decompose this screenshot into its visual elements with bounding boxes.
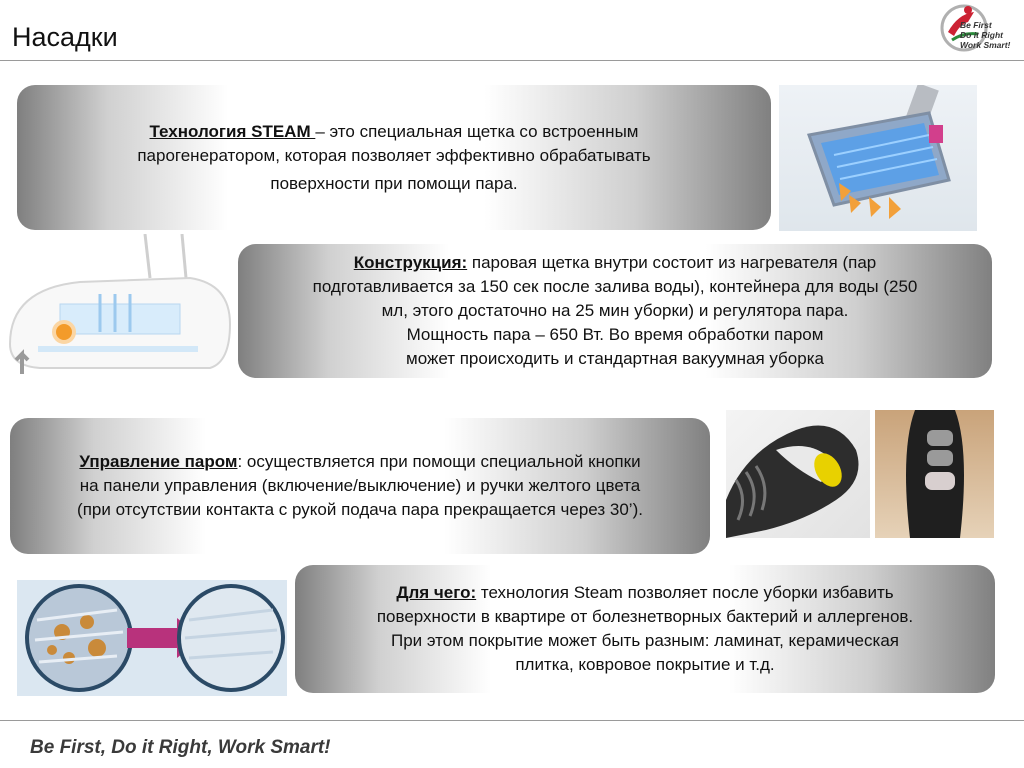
header-divider	[0, 60, 1024, 61]
construction-text-3: мл, этого достаточно на 25 мин уборки) и регулятора пара.	[381, 301, 849, 320]
purpose-text-4: плитка, ковровое покрытие и т.д.	[515, 655, 775, 674]
footer-slogan: Be First, Do it Right, Work Smart!	[30, 737, 331, 758]
construction-text-4: Мощность пара – 650 Вт. Во время обработки паром	[406, 325, 824, 344]
control-text-2: на панели управления (включение/выключение) и ручки желтого цвета	[79, 476, 641, 495]
construction-text-1: паровая щетка внутри состоит из нагревателя (пар	[467, 253, 877, 272]
steam-label: Технология STEAM	[149, 121, 316, 141]
steam-brush-image	[779, 85, 977, 231]
steam-technology-box	[17, 85, 771, 230]
control-text-3: (при отсутствии контакта с рукой подача пара прекращается через 30’).	[77, 500, 643, 519]
construction-text-2: подготавливается за 150 сек после залива воды), контейнера для воды (250	[312, 277, 918, 296]
purpose-text-2: поверхности в квартире от болезнетворных бактерий и аллергенов.	[376, 607, 914, 626]
footer-divider	[0, 720, 1024, 721]
page-title: Насадки	[12, 22, 118, 52]
steam-text-1: – это специальная щетка со встроенным	[315, 121, 639, 141]
control-text-1: : осуществляется при помощи специальной кнопки	[237, 452, 641, 471]
logo-text: Be First Do it Right Work Smart!	[960, 20, 1011, 50]
brush-construction-diagram	[0, 234, 238, 378]
purpose-text-3: При этом покрытие может быть разным: ламинат, керамическая	[390, 631, 899, 650]
control-panel-image	[875, 410, 994, 538]
company-logo	[938, 2, 1022, 56]
purpose-text-1: технология Steam позволяет после уборки избавить	[476, 583, 894, 602]
yellow-handle-image	[726, 410, 870, 538]
steam-text-3: поверхности при помощи пара.	[270, 173, 518, 193]
purpose-label: Для чего:	[396, 583, 477, 602]
construction-box	[238, 244, 992, 378]
steam-text-2: парогенератором, которая позволяет эффективно обрабатывать	[137, 145, 651, 165]
purpose-box	[295, 565, 995, 693]
steam-control-box	[10, 418, 710, 554]
carpet-before-after-image	[17, 580, 287, 696]
construction-text-5: может происходить и стандартная вакуумная уборка	[406, 349, 824, 368]
control-label: Управление паром	[79, 452, 238, 471]
construction-label: Конструкция:	[353, 253, 468, 272]
